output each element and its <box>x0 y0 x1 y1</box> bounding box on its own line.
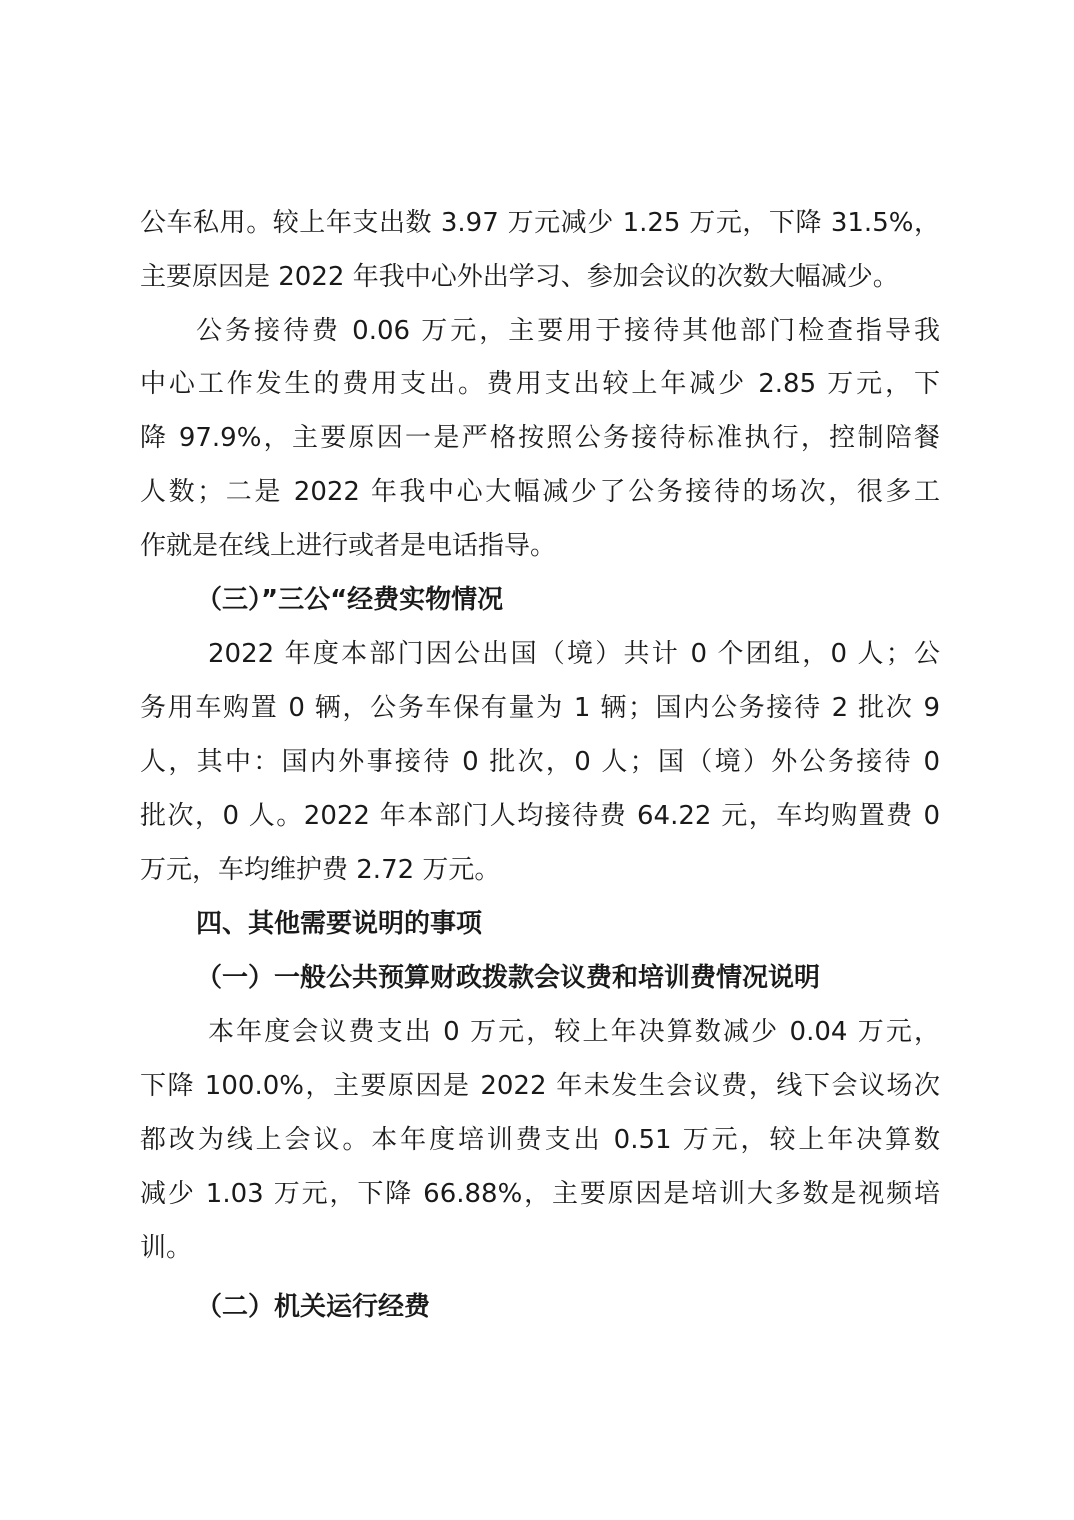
paragraph-line: 批次，0 人。2022 年本部门人均接待费 64.22 元，车均购置费 0 <box>140 801 940 831</box>
section-heading: 四、其他需要说明的事项 <box>196 909 483 939</box>
paragraph-line: 降 97.9%，主要原因一是严格按照公务接待标准执行，控制陪餐 <box>140 423 940 453</box>
paragraph-line: 人，其中：国内外事接待 0 批次，0 人；国（境）外公务接待 0 <box>140 747 940 777</box>
paragraph-line: 减少 1.03 万元，下降 66.88%，主要原因是培训大多数是视频培 <box>140 1179 940 1209</box>
paragraph-line: 下降 100.0%，主要原因是 2022 年未发生会议费，线下会议场次 <box>140 1071 940 1101</box>
section-heading: （一）一般公共预算财政拨款会议费和培训费情况说明 <box>196 963 821 993</box>
section-heading: （三）”三公“经费实物情况 <box>196 585 504 615</box>
paragraph-line: 人数；二是 2022 年我中心大幅减少了公务接待的场次，很多工 <box>140 477 940 507</box>
paragraph-line: 主要原因是 2022 年我中心外出学习、参加会议的次数大幅减少。 <box>140 262 899 292</box>
paragraph-line: 本年度会议费支出 0 万元，较上年决算数减少 0.04 万元， <box>208 1017 940 1047</box>
paragraph-line: 都改为线上会议。本年度培训费支出 0.51 万元，较上年决算数 <box>140 1125 940 1155</box>
paragraph-line: 务用车购置 0 辆，公务车保有量为 1 辆；国内公务接待 2 批次 9 <box>140 693 940 723</box>
paragraph-line: 2022 年度本部门因公出国（境）共计 0 个团组，0 人；公 <box>208 639 940 669</box>
paragraph-line: 公车私用。较上年支出数 3.97 万元减少 1.25 万元，下降 31.5%， <box>140 208 940 238</box>
paragraph-line: 作就是在线上进行或者是电话指导。 <box>140 531 557 561</box>
section-heading: （二）机关运行经费 <box>196 1292 431 1322</box>
paragraph-line: 中心工作发生的费用支出。费用支出较上年减少 2.85 万元，下 <box>140 369 940 399</box>
paragraph-line: 万元，车均维护费 2.72 万元。 <box>140 855 501 885</box>
paragraph-line: 训。 <box>140 1233 193 1263</box>
paragraph-line: 公务接待费 0.06 万元，主要用于接待其他部门检查指导我 <box>196 316 940 346</box>
